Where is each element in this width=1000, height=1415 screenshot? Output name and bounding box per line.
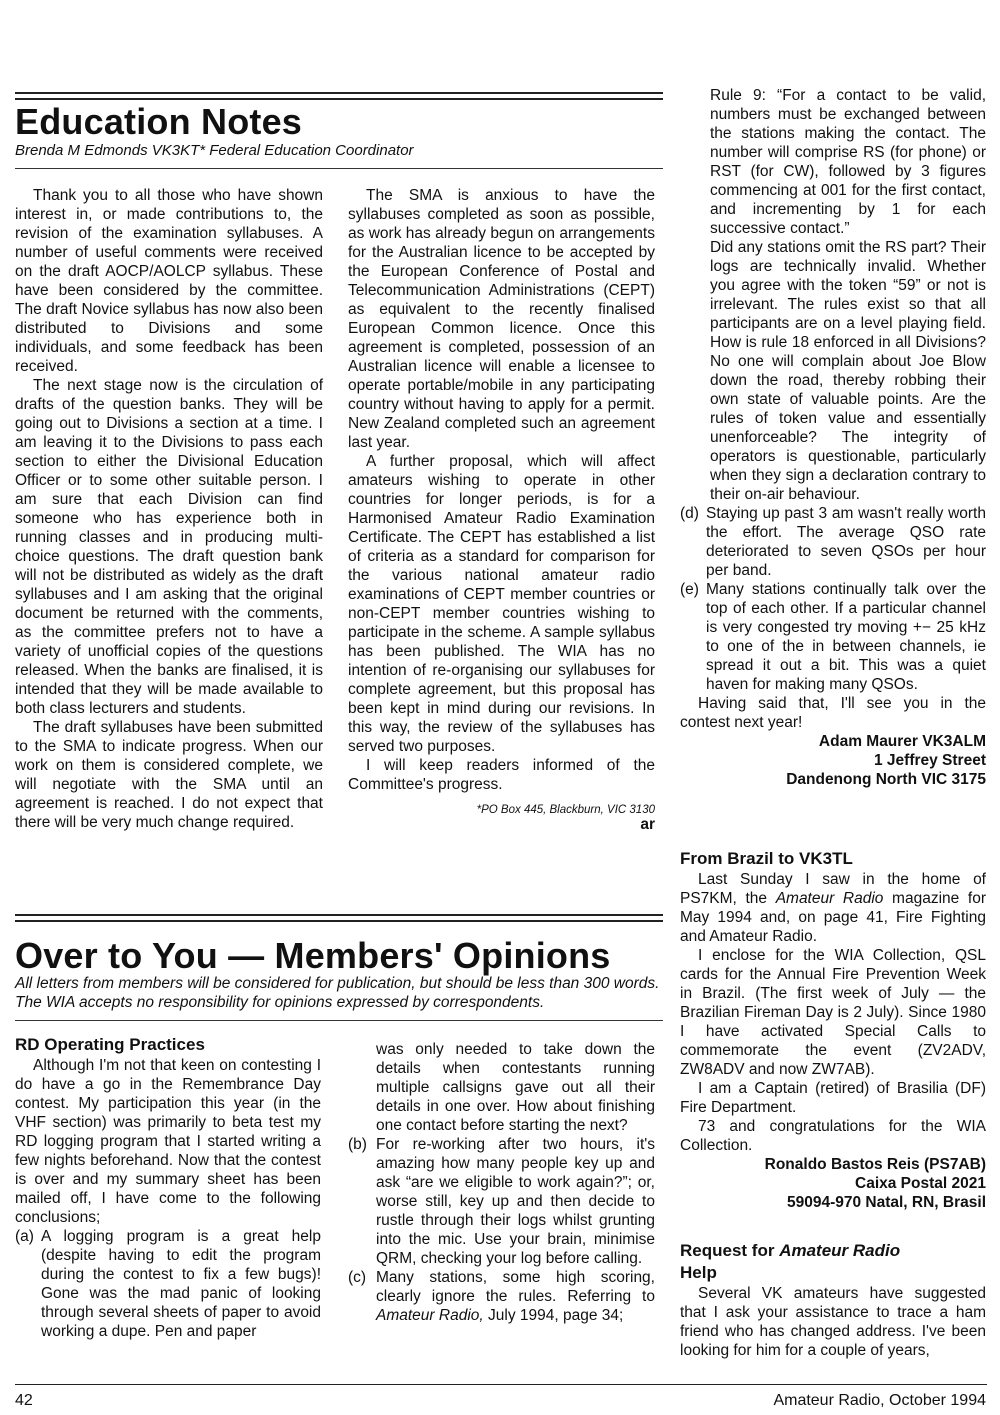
list-item: [348, 1135, 655, 1268]
education-paragraph: The SMA is anxious to have the syllabuses completed as soon as possible, as work has already begun on arrangements for the Australian licence to be accepted by the European Conference of Postal and Telecommunication Administrations (CEPT) as equivalent to the recently finalised European Common licence. Once this agreement is completed, possession of an Australian licence will enable a licensee to operate portable/mobile in any participating country without having to apply for a permit. New Zealand completed such an agreement last year.: [348, 187, 655, 451]
signature-city: Dandenong North VIC 3175: [786, 771, 986, 788]
list-text: Staying up past 3 am wasn't really worth the effort. The average QSO rate deteriorated to seven QSOs per hour per band.: [706, 505, 986, 579]
list-text: Many stations continually talk over the top of each other. If a particular channel is very congested try moving +− 25 kHz to one of the in between channels, ie spread it out a bit. This was a quiet haven for making many QSOs.: [706, 581, 986, 693]
brazil-paragraph: I enclose for the WIA Collection, QSL cards for the Annual Fire Prevention Week in Brazil. (The first week of July — the Brazilian Fireman Day is 2 July). Since 1980 I have activated Special Calls to commemorate the event (ZV2ADV, ZW8ADV and now ZW7AB).: [680, 947, 986, 1078]
list-item: [348, 1268, 655, 1325]
right-column-top: [680, 86, 986, 789]
rule9-quote: Rule 9: “For a contact to be valid, numbers must be exchanged between the stations making the contact. The number will comprise RS (for phone) or RST (for CW), followed by 3 figures commencing at 001 for the first contact, and incrementing by 1 for each successive contact.”: [710, 87, 986, 237]
education-column-1: [15, 186, 323, 832]
request-paragraph: Several VK amateurs have suggested that I ask your assistance to trace a ham friend who has changed address. I've been looking for him for a couple of years,: [680, 1285, 986, 1359]
signature-box: Caixa Postal 2021: [855, 1175, 986, 1192]
text-run-italic: Amateur Radio: [775, 890, 884, 907]
list-text-continued: was only needed to take down the details when contestants running multiple callsigns gave out all their details in one over. How about finishing one contact before starting the next?: [376, 1041, 655, 1134]
education-paragraph: I will keep readers informed of the Committee's progress.: [348, 757, 655, 793]
text-run: Help: [680, 1263, 717, 1282]
list-label: (b): [348, 1136, 367, 1153]
list-text: A logging program is a great help (despite having to edit the program during the contest to fix a few bugs)! Gone was the mad panic of looking through several sheets of paper to avoid working a dupe. Pen and paper: [41, 1228, 321, 1340]
education-paragraph: The draft syllabuses have been submitted to the SMA to indicate progress. When our work on them is considered complete, we will negotiate with the SMA until an agreement is reached. I do not expect that there will be very much change required.: [15, 719, 323, 831]
rd-column-2: [348, 1040, 655, 1325]
rule9-followup: Did any stations omit the RS part? Their logs are technically invalid. Whether you agree with the token “59” or not is irrelevant. The rules exist so that all participants are on a level playing field. How is rule 18 enforced in all Divisions? No one will complain about Joe Blow down the road, thereby robbing their own state of valuable points. Are the rules of token value and essentially unenforceable? The integrity of operators is questionable, particularly when they sign a declaration contrary to their on-air behaviour.: [710, 239, 986, 503]
text-run-italic: Amateur Radio: [779, 1241, 901, 1260]
education-top-rule: [15, 92, 663, 100]
request-heading: [680, 1240, 986, 1284]
brazil-paragraph: I am a Captain (retired) of Brasilia (DF) Fire Department.: [680, 1080, 986, 1116]
text-run: Request for: [680, 1241, 780, 1260]
list-item: [15, 1227, 321, 1341]
opinions-intro: All letters from members will be considered for publication, but should be less than 300 words. The WIA accepts no responsibility for opinions expressed by correspondents.: [15, 975, 660, 1011]
list-label: (a): [15, 1228, 34, 1245]
request-letter: [680, 1240, 986, 1360]
education-paragraph: The next stage now is the circulation of drafts of the question banks. They will be going out to Divisions a section at a time. I am leaving it to the Divisions to pass each section to either the Divisional Education Officer or to some other suitable person. I am sure that each Division can find someone who has experience both in running classes and in producing multi-choice questions. The draft question bank will not be distributed as widely as the draft syllabuses and I am asking that the original document be returned with the comments, as the committee prefers not to have a variety of unofficial copies of the questions released. When the banks are finalised, it is intended that they will be made available to both class lecturers and students.: [15, 377, 323, 717]
rd-paragraph: Although I'm not that keen on contesting I do have a go in the Remembrance Day contest. My participation this year (in the VHF section) was primarily to beta test my RD logging program that I started writing a few nights beforehand. Now that the contest is over and my summary sheet has been mailed off, I have come to the following conclusions;: [15, 1057, 321, 1226]
footer-rule: [15, 1384, 987, 1385]
signature-city: 59094-970 Natal, RN, Brasil: [786, 1194, 986, 1211]
rd-heading: RD Operating Practices: [15, 1035, 205, 1054]
opinions-top-rule: [15, 914, 663, 922]
list-item: [680, 504, 986, 580]
opinions-title: Over to You — Members' Opinions: [15, 935, 611, 976]
rd-column-1: [15, 1034, 321, 1341]
education-address-note: *PO Box 445, Blackburn, VIC 3130: [476, 804, 655, 816]
brazil-paragraph: 73 and congratulations for the WIA Collection.: [680, 1118, 986, 1154]
brazil-heading: From Brazil to VK3TL: [680, 849, 853, 868]
text-run: Many stations, some high scoring, clearly ignore the rules. Referring to: [376, 1269, 655, 1305]
education-byline-rule: [15, 168, 663, 169]
issue-label: Amateur Radio, October 1994: [773, 1392, 986, 1409]
education-byline: Brenda M Edmonds VK3KT* Federal Education Coordinator: [15, 142, 414, 159]
text-run: Last Sunday I saw in the home of PS7KM, the: [680, 871, 986, 907]
text-run: magazine for May 1994 and, on page 41, Fire Fighting and Amateur Radio.: [680, 890, 986, 945]
list-label: (e): [680, 581, 699, 598]
end-mark: ar: [640, 816, 655, 833]
text-run-italic: Amateur Radio,: [376, 1307, 484, 1324]
education-paragraph: Thank you to all those who have shown interest in, or made contributions to, the revision of the examination syllabuses. A number of useful comments were received on the draft AOCP/AOLCP syllabus. These have been considered by the committee. The draft Novice syllabus has now also been distributed to Divisions and some individuals, and some feedback has been received.: [15, 187, 323, 375]
brazil-letter: [680, 848, 986, 1212]
text-run: July 1994, page 34;: [483, 1307, 624, 1324]
education-title: Education Notes: [15, 101, 303, 142]
education-column-2: [348, 186, 655, 834]
opinions-intro-rule: [15, 1020, 663, 1021]
list-text: [376, 1268, 655, 1325]
list-item: [680, 580, 986, 694]
signature-street: 1 Jeffrey Street: [873, 752, 986, 769]
signature-name: Adam Maurer VK3ALM: [818, 733, 986, 750]
list-label: (d): [680, 505, 699, 522]
list-text: For re-working after two hours, it's amazing how many people key up and ask “are we eligible to work again?”; or, worse still, key up and then decide to rustle through their logs whilst grunting into the mic. Use your brain, minimise QRM, checking your log before calling.: [376, 1136, 655, 1267]
education-paragraph: A further proposal, which will affect amateurs wishing to operate in other countries for longer periods, is for a Harmonised Amateur Radio Examination Certificate. The CEPT has established a list of criteria as a standard for comparison for the various national amateur radio examinations of CEPT member countries or non-CEPT member countries wishing to participate in the scheme. A sample syllabus has been published. The WIA has no intention of re-organising our syllabuses for complete agreement, but this proposal has been kept in mind during our revisions. In this way, the review of the syllabuses has served two purposes.: [348, 453, 655, 755]
page-number: 42: [15, 1392, 33, 1409]
signature-name: Ronaldo Bastos Reis (PS7AB): [764, 1156, 986, 1173]
brazil-paragraph: [680, 870, 986, 946]
closing-paragraph: Having said that, I'll see you in the contest next year!: [680, 695, 986, 731]
list-label: (c): [348, 1269, 367, 1286]
